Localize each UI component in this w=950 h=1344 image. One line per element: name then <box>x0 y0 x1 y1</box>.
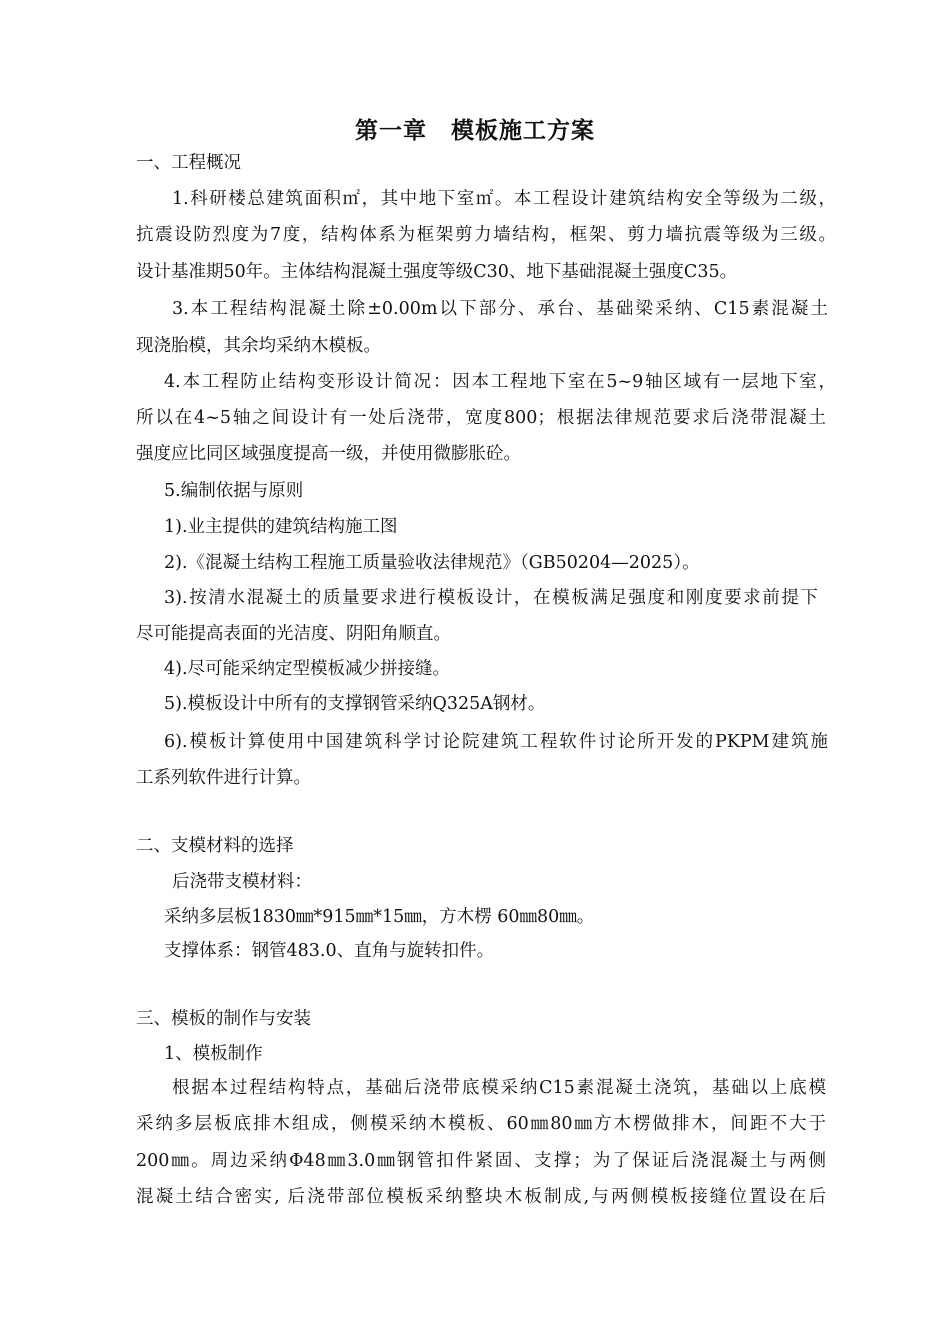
paragraph-line: 强度应比同区域强度提高一级，并使用微膨胀砼。 <box>136 444 521 464</box>
paragraph-line: 抗震设防烈度为7度，结构体系为框架剪力墙结构，框架、剪力墙抗震等级为三级。 <box>136 225 836 245</box>
section-heading: 一、工程概况 <box>136 153 241 173</box>
list-item: 2).《混凝土结构工程施工质量验收法律规范》（GB50204—2025）。 <box>164 553 700 573</box>
paragraph-line: 4.本工程防止结构变形设计简况：因本工程地下室在5~9轴区域有一层地下室， <box>164 372 836 392</box>
paragraph-line: 1.科研楼总建筑面积㎡，其中地下室㎡。本工程设计建筑结构安全等级为二级， <box>172 189 836 209</box>
paragraph-line: 所以在4~5轴之间设计有一处后浇带，宽度800；根据法律规范要求后浇带混凝土 <box>136 408 826 428</box>
paragraph-line: 后浇带支模材料： <box>172 872 312 892</box>
list-item: 工系列软件进行计算。 <box>136 768 311 788</box>
paragraph-line: 现浇胎模，其余均采纳木模板。 <box>136 336 381 356</box>
paragraph-line: 200㎜。周边采纳Φ48㎜3.0㎜钢管扣件紧固、支撑；为了保证后浇混凝土与两侧 <box>136 1151 826 1171</box>
paragraph-line: 混凝土结合密实, 后浇带部位模板采纳整块木板制成,与两侧模板接缝位置设在后 <box>136 1187 826 1207</box>
list-heading: 5.编制依据与原则 <box>164 481 304 501</box>
subsection-heading: 1、模板制作 <box>164 1044 263 1064</box>
list-item: 3).按清水混凝土的质量要求进行模板设计，在模板满足强度和刚度要求前提下 <box>164 588 818 608</box>
paragraph-line: 采纳多层板底排木组成，侧模采纳木模板、60㎜80㎜方木楞做排木，间距不大于 <box>136 1114 826 1134</box>
list-item: 尽可能提高表面的光洁度、阴阳角顺直。 <box>136 624 451 644</box>
list-item: 5).模板设计中所有的支撑钢管采纳Q325A钢材。 <box>164 694 546 714</box>
paragraph-line: 采纳多层板1830㎜*915㎜*15㎜，方木楞 60㎜80㎜。 <box>164 907 595 927</box>
section-heading: 二、支模材料的选择 <box>136 836 294 856</box>
section-heading: 三、模板的制作与安装 <box>136 1009 311 1029</box>
paragraph-line: 根据本过程结构特点，基础后浇带底模采纳C15素混凝土浇筑，基础以上底模 <box>172 1078 826 1098</box>
paragraph-line: 设计基准期50年。主体结构混凝土强度等级C30、地下基础混凝土强度C35。 <box>136 262 738 282</box>
chapter-title: 第一章 模板施工方案 <box>355 118 595 144</box>
paragraph-line: 支撑体系：钢管483.0、直角与旋转扣件。 <box>164 941 495 961</box>
list-item: 6).模板计算使用中国建筑科学讨论院建筑工程软件讨论所开发的PKPM建筑施 <box>164 732 828 752</box>
list-item: 1).业主提供的建筑结构施工图 <box>164 517 398 537</box>
list-item: 4).尽可能采纳定型模板减少拼接缝。 <box>164 659 451 679</box>
paragraph-line: 3.本工程结构混凝土除±0.00m以下部分、承台、基础梁采纳、C15素混凝土 <box>172 299 828 319</box>
